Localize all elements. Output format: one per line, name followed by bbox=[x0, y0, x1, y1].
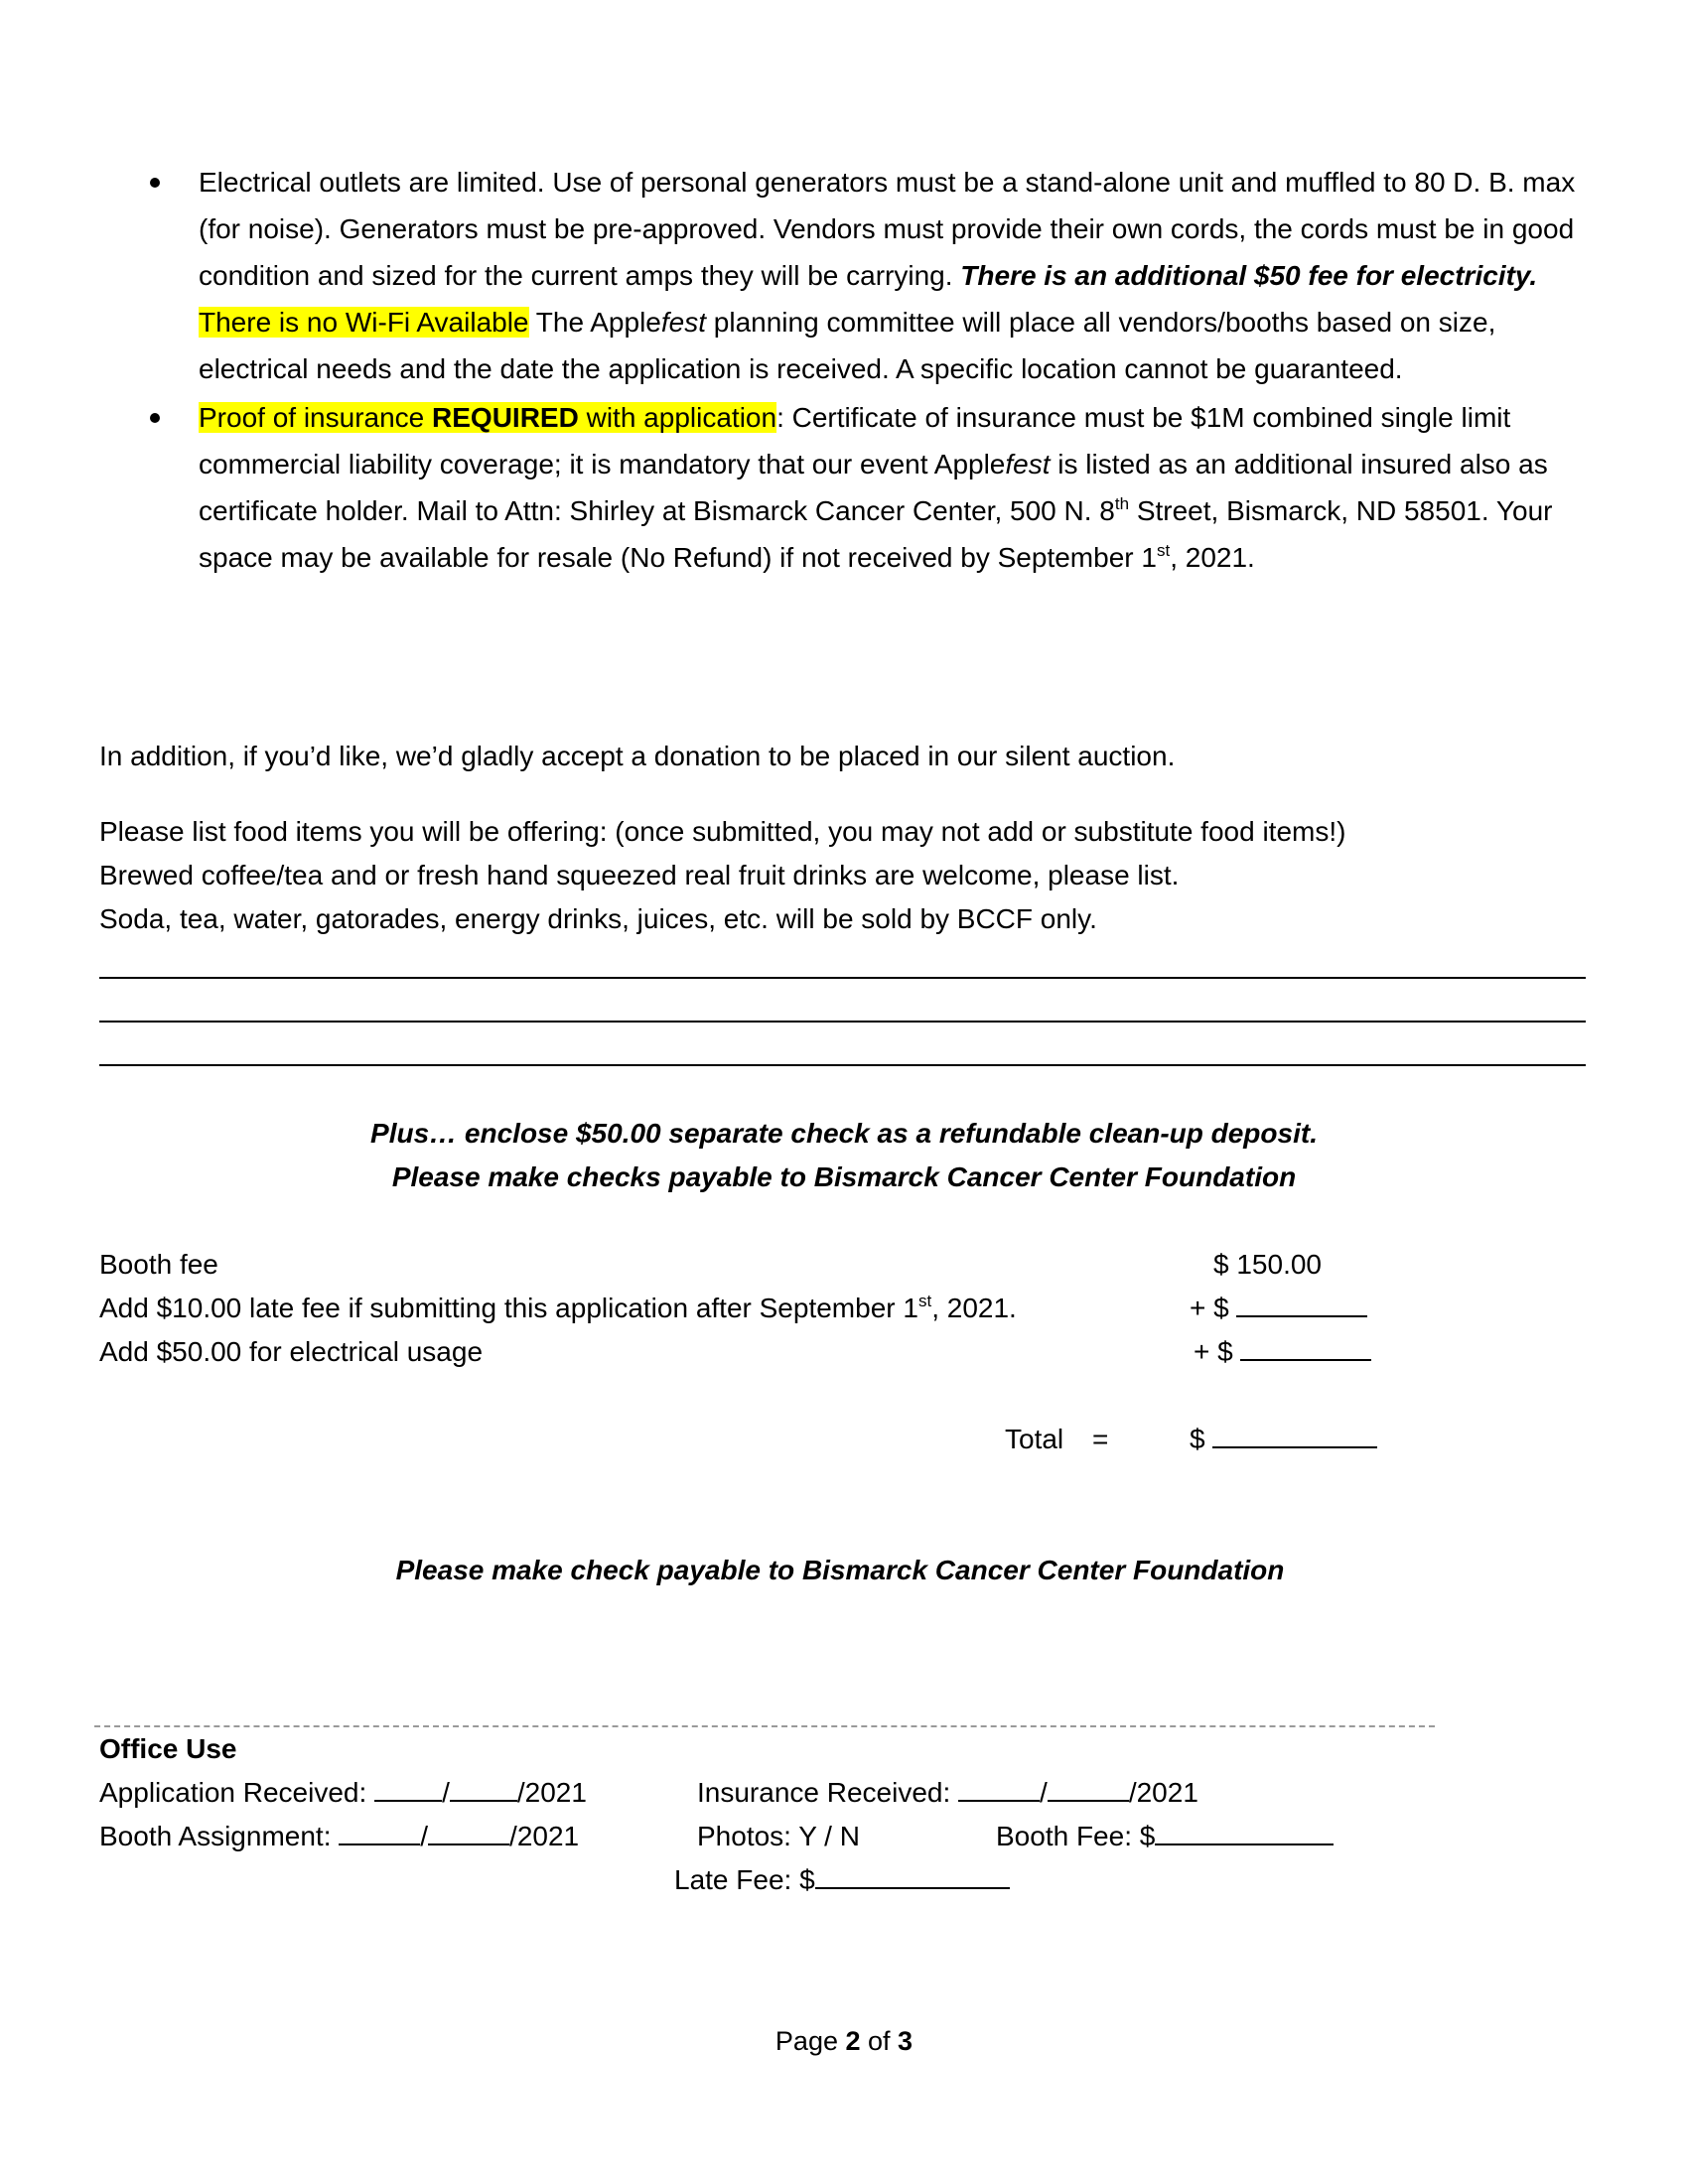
booth-month-input[interactable] bbox=[339, 1820, 420, 1845]
electric-fee-note: There is an additional $50 fee for electricity. bbox=[960, 260, 1538, 291]
office-use-title: Office Use bbox=[99, 1733, 237, 1764]
insurance-received-row bbox=[697, 1769, 1198, 1816]
food-instructions-1: Please list food items you will be offering: (once submitted, you may not add or substitute food items!) bbox=[99, 816, 1346, 847]
late-fee-text: Add $10.00 late fee if submitting this application after September 1 bbox=[99, 1293, 918, 1323]
fest-italic: fest bbox=[660, 307, 707, 338]
booth-fee-office-row bbox=[996, 1813, 1334, 1859]
late-fee-office-label: Late Fee: $ bbox=[674, 1864, 815, 1895]
late-fee-label bbox=[99, 1285, 1017, 1331]
date-slash: / bbox=[442, 1777, 450, 1808]
total-input[interactable] bbox=[1212, 1423, 1377, 1448]
date-year: /2021 bbox=[516, 1777, 587, 1808]
late-fee-office-row bbox=[674, 1856, 1010, 1903]
food-instructions-3: Soda, tea, water, gatorades, energy drinks, juices, etc. will be sold by BCCF only. bbox=[99, 903, 1097, 934]
food-item-line[interactable] bbox=[99, 1064, 1586, 1066]
page-number bbox=[0, 2021, 1688, 2061]
insurance-month-input[interactable] bbox=[958, 1776, 1040, 1802]
list-item-insurance bbox=[99, 394, 1589, 581]
date-year: /2021 bbox=[1128, 1777, 1198, 1808]
application-day-input[interactable] bbox=[450, 1776, 517, 1802]
superscript-st: st bbox=[1156, 541, 1171, 560]
insurance-text-3: Street, Bismarck, ND 58501. Your space may be available for resale (No Refund) if not received by September 1 bbox=[199, 495, 1553, 573]
bullet-icon bbox=[150, 178, 160, 188]
electrical-fee-input[interactable] bbox=[1240, 1335, 1371, 1361]
electrical-fee-prefix: + $ bbox=[1194, 1336, 1233, 1367]
late-fee-office-input[interactable] bbox=[815, 1863, 1010, 1889]
bullet-icon bbox=[150, 413, 160, 423]
insurance-received-label: Insurance Received: bbox=[697, 1777, 951, 1808]
insurance-text: : Certificate of insurance must be $1M combined single limit commercial liability coverage; it is mandatory that our event Apple bbox=[199, 402, 1511, 479]
list-item-electrical bbox=[99, 159, 1589, 392]
food-item-line[interactable] bbox=[99, 1021, 1586, 1023]
donation-note: In addition, if you’d like, we’d gladly accept a donation to be placed in our silent auction. bbox=[99, 741, 1176, 771]
photos-field: Photos: Y / N bbox=[697, 1821, 860, 1851]
booth-fee-office-label: Booth Fee: $ bbox=[996, 1821, 1156, 1851]
electrical-text-3: planning committee will place all vendors/booths based on size, electrical needs and the date the application is received. A specific location cannot be guaranteed. bbox=[199, 307, 1496, 384]
requirements-list bbox=[99, 159, 1589, 581]
page-of: of bbox=[860, 2026, 899, 2056]
required-bold: REQUIRED bbox=[432, 402, 579, 433]
insurance-day-input[interactable] bbox=[1048, 1776, 1129, 1802]
electrical-fee-label: Add $50.00 for electrical usage bbox=[99, 1336, 484, 1367]
total-field bbox=[1190, 1416, 1377, 1462]
insurance-highlight bbox=[199, 402, 776, 433]
total-equals: = bbox=[1092, 1424, 1109, 1454]
insurance-hl-text: Proof of insurance bbox=[199, 402, 433, 433]
late-fee-field bbox=[1190, 1285, 1367, 1331]
electrical-text-2: The Apple bbox=[528, 307, 661, 338]
late-fee-input[interactable] bbox=[1236, 1292, 1367, 1317]
current-page: 2 bbox=[845, 2026, 861, 2056]
booth-fee-office-input[interactable] bbox=[1155, 1820, 1334, 1845]
insurance-text-4: , 2021. bbox=[1170, 542, 1255, 573]
deposit-payable-note: Please make checks payable to Bismarck Cancer Center Foundation bbox=[391, 1161, 1297, 1192]
insurance-text-2: is listed as an additional insured also as certificate holder. Mail to Attn: Shirley at Bismarck Cancer Center, 500 N. 8 bbox=[199, 449, 1548, 526]
payable-note: Please make check payable to Bismarck Cancer Center Foundation bbox=[395, 1555, 1285, 1585]
fest-italic: fest bbox=[1005, 449, 1051, 479]
application-received-label: Application Received: bbox=[99, 1777, 367, 1808]
late-fee-prefix: + $ bbox=[1190, 1293, 1229, 1323]
date-slash: / bbox=[1040, 1777, 1048, 1808]
superscript-st: st bbox=[917, 1292, 932, 1310]
date-slash: / bbox=[420, 1821, 429, 1851]
electrical-text: Electrical outlets are limited. Use of personal generators must be a stand-alone unit and muffled to 80 D. B. max (for noise). Generators must be pre-approved. Vendors must provide their own cords, the cords must be in good condition and sized for the current amps they will be carrying. bbox=[199, 167, 1576, 291]
superscript-th: th bbox=[1114, 494, 1130, 513]
application-month-input[interactable] bbox=[374, 1776, 442, 1802]
deposit-note: Plus… enclose $50.00 separate check as a refundable clean-up deposit. bbox=[370, 1118, 1318, 1149]
office-use-divider bbox=[94, 1725, 1435, 1727]
page-label: Page bbox=[774, 2026, 846, 2056]
date-year: /2021 bbox=[509, 1821, 580, 1851]
food-item-line[interactable] bbox=[99, 977, 1586, 979]
electrical-fee-field bbox=[1194, 1328, 1371, 1375]
total-label: Total bbox=[1005, 1424, 1064, 1454]
insurance-hl-text-2: with application bbox=[578, 402, 777, 433]
booth-fee-amount: $ 150.00 bbox=[1213, 1249, 1322, 1280]
food-instructions-2: Brewed coffee/tea and or fresh hand squeezed real fruit drinks are welcome, please list. bbox=[99, 860, 1180, 890]
booth-assignment-label: Booth Assignment: bbox=[99, 1821, 332, 1851]
booth-assignment-row bbox=[99, 1813, 579, 1859]
total-pages: 3 bbox=[898, 2026, 914, 2056]
application-received-row bbox=[99, 1769, 587, 1816]
booth-fee-label: Booth fee bbox=[99, 1249, 218, 1280]
total-prefix: $ bbox=[1190, 1424, 1205, 1454]
wifi-highlight: There is no Wi-Fi Available bbox=[199, 307, 529, 338]
booth-day-input[interactable] bbox=[428, 1820, 509, 1845]
late-fee-text-2: , 2021. bbox=[931, 1293, 1017, 1323]
